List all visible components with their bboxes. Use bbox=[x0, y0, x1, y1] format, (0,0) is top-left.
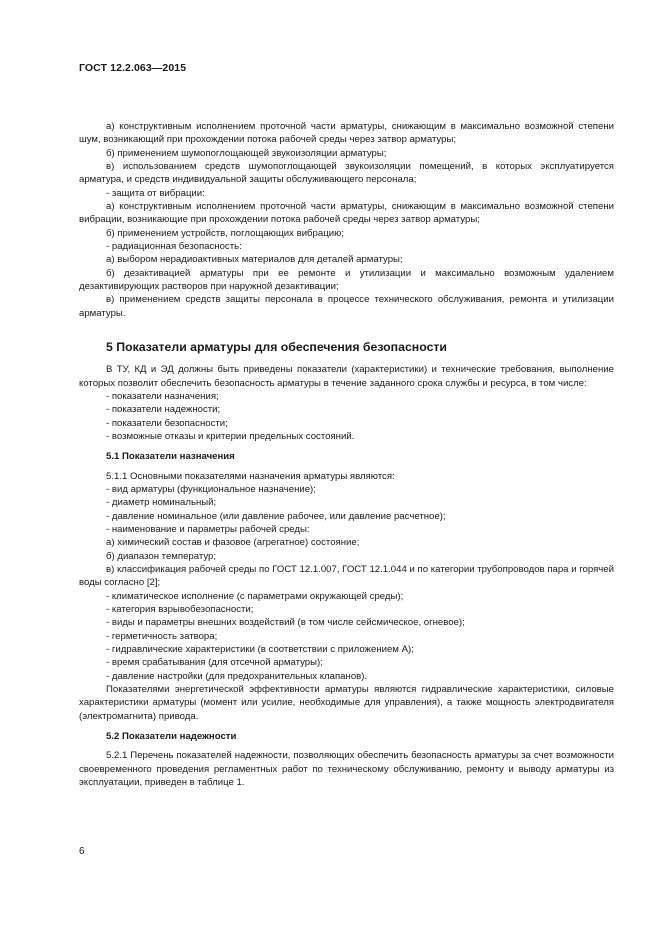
document-header: ГОСТ 12.2.063—2015 bbox=[79, 62, 187, 74]
section-5-body bbox=[79, 363, 614, 443]
paragraph: В ТУ, КД и ЭД должны быть приведены показатели (характеристики) и технические требования, выполнение которых позволит обеспечить безопасность арматуры в течение заданного срока службы и ресурса, в том числе: bbox=[79, 364, 614, 389]
list-item: в) классификация рабочей среды по ГОСТ 12.1.007, ГОСТ 12.1.044 и по категории трубопроводов пара и горячей воды согласно [2]; bbox=[79, 563, 614, 589]
paragraph: Показателями энергетической эффективности арматуры являются гидравлические характеристики, силовые характеристики арматуры (момент или усилие, необходимые для управления), а также мощность электродвигателя (электромагнита) привода. bbox=[79, 684, 614, 722]
list-item: - категория взрывобезопасности; bbox=[106, 604, 254, 615]
paragraph: 5.1.1 Основными показателями назначения арматуры являются: bbox=[106, 470, 395, 482]
list-item: - показатели надежности; bbox=[106, 404, 221, 416]
paragraph: 5.2.1 Перечень показателей надежности, позволяющих обеспечить безопасность арматуры за счет возможности своевременного проведения регламентных работ по техническому обслуживанию, ремонту и выводу арматуры из эксплуатации, приведен в таблице 1. bbox=[79, 750, 614, 789]
paragraph: а) конструктивным исполнением проточной части арматуры, снижающим в максимально возможной степени шум, возникающий при прохождении потока рабочей среды через затвор арматуры; bbox=[79, 121, 614, 146]
section-5-2-body bbox=[79, 749, 614, 789]
paragraph: а) выбором нерадиоактивных материалов для деталей арматуры; bbox=[106, 254, 403, 266]
paragraph: в) использованием средств шумопоглощающей звукоизоляции помещений, в которых эксплуатируется арматура, и средств индивидуальной защиты обслуживающего персонала; bbox=[79, 161, 614, 186]
section-heading: 5 Показатели арматуры для обеспечения безопасности bbox=[106, 340, 447, 355]
protection-measures-list bbox=[79, 120, 614, 320]
list-item: а) химический состав и фазовое (агрегатное) состояние; bbox=[106, 537, 360, 549]
list-item: - виды и параметры внешних воздействий (в том числе сейсмическое, огневое); bbox=[106, 617, 465, 629]
list-item: - время срабатывания (для отсечной арматуры); bbox=[106, 657, 323, 669]
paragraph: - защита от вибрации: bbox=[106, 187, 205, 199]
list-item: - давление номинальное (или давление рабочее, или давление расчетное); bbox=[106, 510, 446, 522]
list-item: - герметичность затвора; bbox=[106, 630, 218, 642]
subsection-heading: 5.1 Показатели назначения bbox=[106, 451, 235, 463]
paragraph: в) применением средств защиты персонала в процессе технического обслуживания, ремонта и утилизации арматуры. bbox=[79, 294, 614, 319]
list-item: - возможные отказы и критерии предельных состояний. bbox=[106, 430, 355, 442]
page-content bbox=[79, 120, 614, 789]
paragraph: а) конструктивным исполнением проточной части арматуры, снижающим в максимально возможной степени вибрации, возникающие при прохождении потока рабочей среды через затвор арматуры; bbox=[79, 201, 614, 226]
list-item: - давление настройки (для предохранительных клапанов). bbox=[106, 670, 368, 682]
paragraph: б) дезактивацией арматуры при ее ремонте и утилизации и максимально возможным удалением дезактивирующих растворов при наружной дезактивации; bbox=[79, 267, 614, 293]
subsection-heading: 5.2 Показатели надежности bbox=[106, 731, 237, 743]
list-item: - наименование и параметры рабочей среды: bbox=[106, 523, 310, 535]
list-item: б) диапазон температур; bbox=[106, 550, 217, 562]
list-item: - показатели назначения; bbox=[106, 390, 219, 402]
list-item: - гидравлические характеристики (в соответствии с приложением А); bbox=[106, 644, 414, 656]
list-item: - показатели безопасности; bbox=[106, 417, 228, 429]
section-5-1-body bbox=[79, 470, 614, 724]
paragraph: б) применением шумопоглощающей звукоизоляции арматуры; bbox=[106, 147, 387, 159]
page-number: 6 bbox=[79, 846, 85, 857]
list-item: - вид арматуры (функциональное назначение); bbox=[106, 483, 316, 495]
list-item: - диаметр номинальный; bbox=[106, 497, 217, 509]
paragraph: б) применением устройств, поглощающих вибрацию; bbox=[106, 227, 344, 239]
list-item: - климатическое исполнение (с параметрами окружающей среды); bbox=[106, 590, 404, 602]
paragraph: - радиационная безопасность: bbox=[106, 241, 242, 253]
